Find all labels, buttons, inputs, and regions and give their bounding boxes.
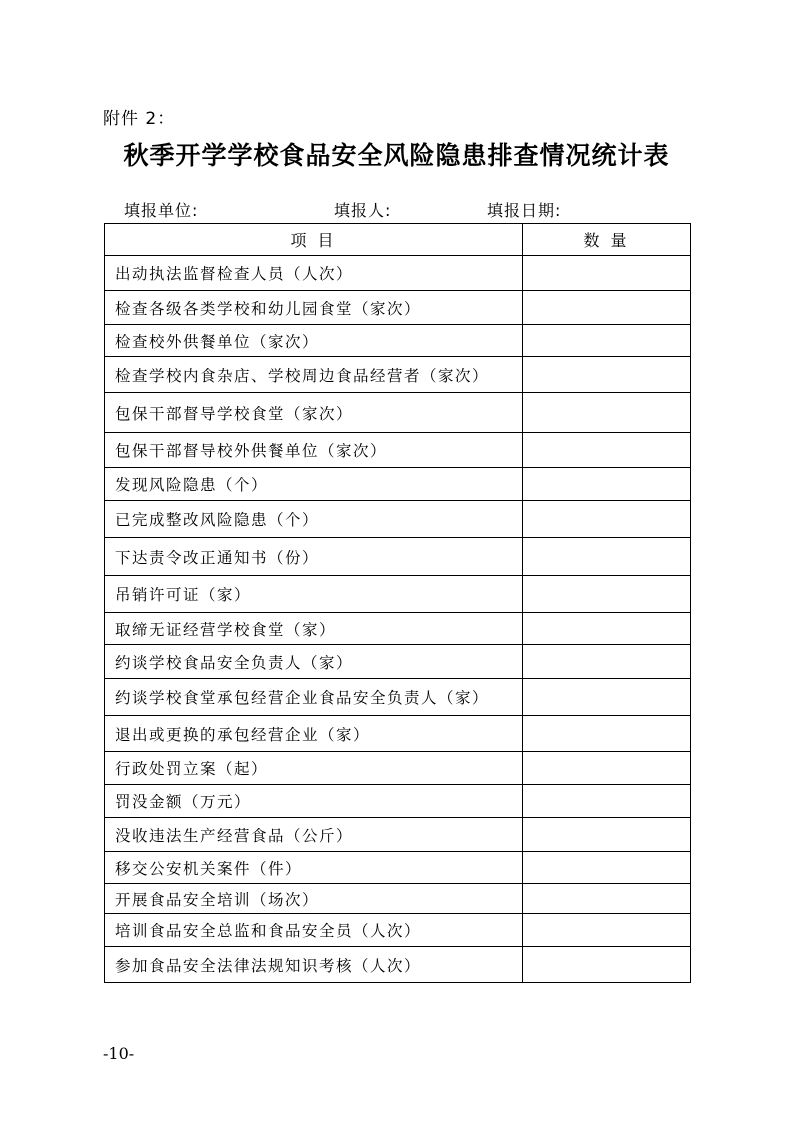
row-item: 吊销许可证（家） [105,576,523,613]
row-item: 检查各级各类学校和幼儿园食堂（家次） [105,291,523,325]
table-row [105,291,691,325]
row-item: 约谈学校食品安全负责人（家） [105,645,523,679]
header-item: 项 目 [105,224,523,256]
row-quantity-cell[interactable] [523,357,691,393]
row-item: 培训食品安全总监和食品安全员（人次） [105,914,523,947]
row-quantity-cell[interactable] [523,393,691,433]
attachment-label: 附件 2： [103,109,176,129]
row-quantity-cell[interactable] [523,645,691,679]
table-row [105,468,691,501]
table-row [105,679,691,716]
row-item: 已完成整改风险隐患（个） [105,501,523,538]
row-quantity-cell[interactable] [523,291,691,325]
row-item: 检查校外供餐单位（家次） [105,325,523,357]
row-quantity-cell[interactable] [523,468,691,501]
row-item: 移交公安机关案件（件） [105,852,523,884]
table-row [105,357,691,393]
row-quantity-cell[interactable] [523,716,691,752]
row-item: 下达责令改正通知书（份） [105,538,523,576]
row-quantity-cell[interactable] [523,947,691,983]
header-quantity: 数 量 [523,224,691,256]
table-row [105,818,691,852]
document-title: 秋季开学学校食品安全风险隐患排查情况统计表 [123,141,670,170]
row-quantity-cell[interactable] [523,752,691,785]
table-row [105,613,691,645]
row-quantity-cell[interactable] [523,884,691,914]
fill-unit-label: 填报单位: [124,201,199,220]
row-item: 开展食品安全培训（场次） [105,884,523,914]
row-quantity-cell[interactable] [523,818,691,852]
row-quantity-cell[interactable] [523,613,691,645]
row-quantity-cell[interactable] [523,325,691,357]
table-row [105,393,691,433]
row-quantity-cell[interactable] [523,538,691,576]
table-row [105,576,691,613]
row-quantity-cell[interactable] [523,785,691,818]
table-row [105,716,691,752]
table-row [105,538,691,576]
row-quantity-cell[interactable] [523,852,691,884]
row-item: 没收违法生产经营食品（公斤） [105,818,523,852]
statistics-table [104,223,691,983]
table-row [105,752,691,785]
table-row [105,947,691,983]
table-row [105,884,691,914]
row-item: 包保干部督导校外供餐单位（家次） [105,433,523,468]
row-item: 出动执法监督检查人员（人次） [105,256,523,291]
row-item: 罚没金额（万元） [105,785,523,818]
fill-person-label: 填报人: [334,201,392,220]
row-item: 退出或更换的承包经营企业（家） [105,716,523,752]
table-row [105,325,691,357]
row-quantity-cell[interactable] [523,256,691,291]
page-number: -10- [103,1044,135,1063]
table-row [105,852,691,884]
table-row [105,433,691,468]
table-row [105,501,691,538]
row-quantity-cell[interactable] [523,501,691,538]
row-quantity-cell[interactable] [523,433,691,468]
row-item: 发现风险隐患（个） [105,468,523,501]
row-item: 行政处罚立案（起） [105,752,523,785]
row-item: 检查学校内食杂店、学校周边食品经营者（家次） [105,357,523,393]
table-row [105,785,691,818]
table-row [105,256,691,291]
row-item: 参加食品安全法律法规知识考核（人次） [105,947,523,983]
table-row [105,645,691,679]
table-row [105,914,691,947]
row-item: 包保干部督导学校食堂（家次） [105,393,523,433]
row-item: 取缔无证经营学校食堂（家） [105,613,523,645]
row-quantity-cell[interactable] [523,679,691,716]
fill-date-label: 填报日期: [487,201,562,220]
table-header-row [105,224,691,256]
row-quantity-cell[interactable] [523,576,691,613]
row-quantity-cell[interactable] [523,914,691,947]
row-item: 约谈学校食堂承包经营企业食品安全负责人（家） [105,679,523,716]
